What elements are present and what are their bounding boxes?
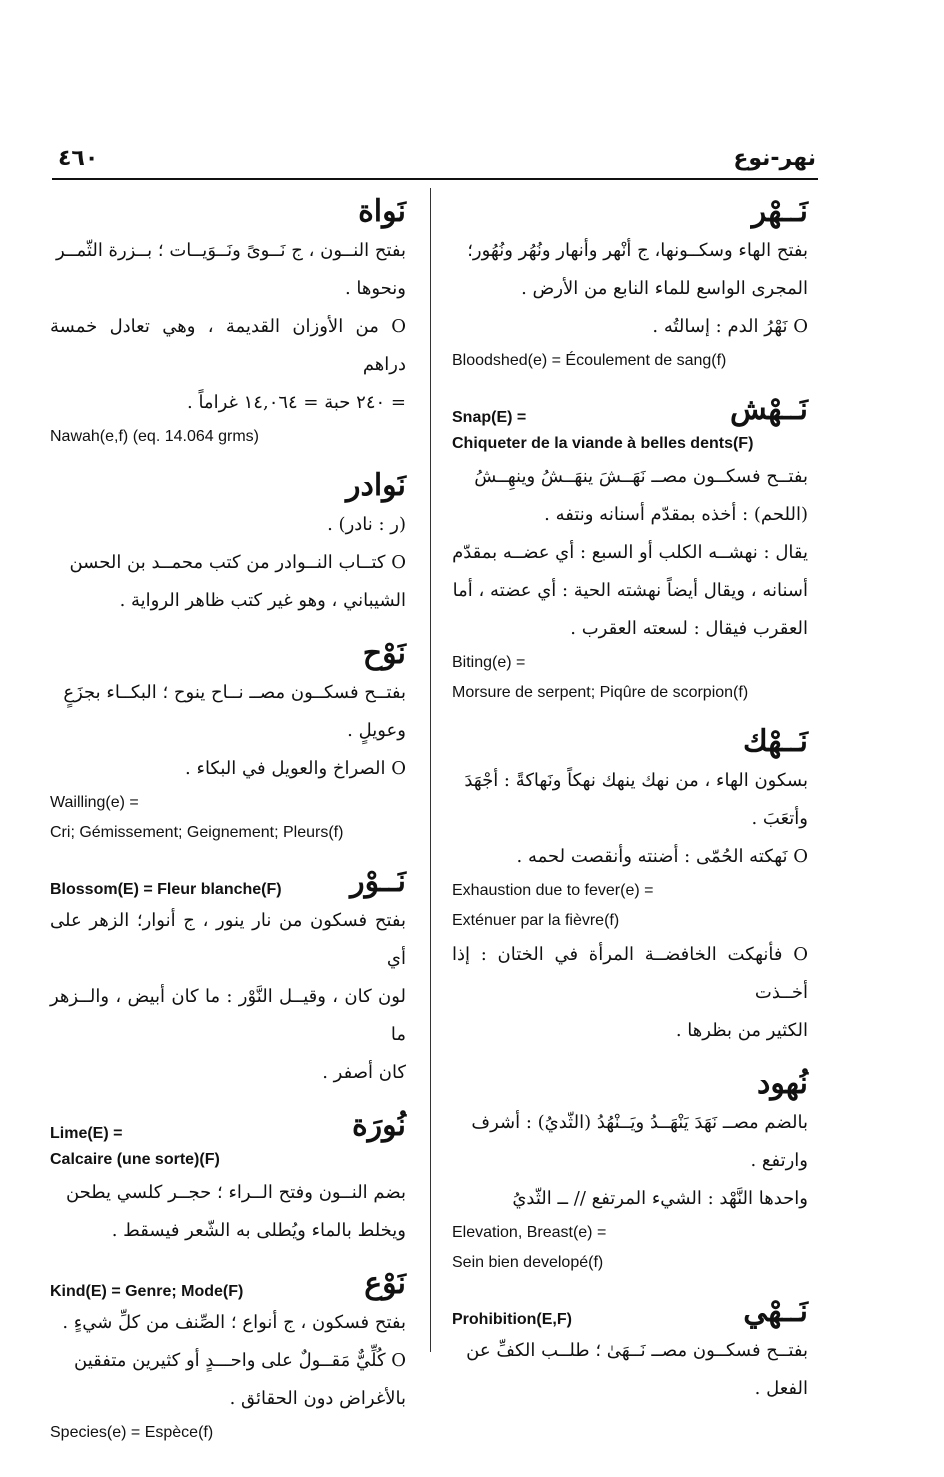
arabic-headword: نُهود [756, 1066, 808, 1101]
column-divider [430, 188, 431, 1352]
arabic-definition-line: الكثير من بظرها . [675, 1020, 808, 1041]
arabic-definition-line: O نَهْرُ الدم : إسالتُه . [652, 316, 808, 337]
arabic-definition-line: (ر : نادر) . [327, 514, 406, 535]
right-column [452, 192, 808, 1422]
arabic-definition-line: وأتعَبَ . [751, 808, 808, 829]
arabic-definition-line: (اللحم) : أخذه بمقدّم أسنانه ونتفه . [544, 504, 808, 525]
english-headword-line: Calcaire (une sorte)(F) [50, 1151, 220, 1168]
running-head: نهر-نوع [733, 146, 816, 171]
dictionary-entry [50, 1106, 406, 1250]
english-translation: Exhaustion due to fever(e) = [452, 882, 654, 899]
arabic-definition-line: بسكون الهاء ، من نهك ينهك نهكاً ونَهاكةً : أجْهَدَ [464, 770, 808, 791]
arabic-definition-line: O من الأوزان القديمة ، وهي تعادل خمسة دراهم [50, 316, 406, 375]
arabic-definition-line: بفتح فسكون من نار ينور ، ج أنوار؛ الزهر على أي [50, 910, 406, 969]
arabic-definition-line: يقال : نهشــه الكلب أو السبع : أي عضــه بمقدّم [452, 542, 808, 563]
english-headword: Kind(E) = Genre; Mode(F) [50, 1283, 244, 1300]
entry-heading-row [452, 1292, 808, 1332]
dictionary-entry [50, 634, 406, 848]
entry-heading-row [452, 722, 808, 762]
dictionary-entry [50, 192, 406, 452]
english-headword: Prohibition(E,F) [452, 1311, 572, 1328]
english-headword-line: Chiqueter de la viande à belles dents(F) [452, 435, 754, 452]
arabic-headword: نُورَة [351, 1108, 406, 1143]
arabic-definition-line: ويخلط بالماء ويُطلى به الشّعر فيسقط . [111, 1220, 406, 1241]
arabic-headword: نَــهْي [743, 1294, 808, 1329]
arabic-definition-line: بفتــح فسكــون مصــ نــاح ينوح ؛ البكــاء بجزَعٍ [63, 682, 406, 703]
dictionary-entry [452, 192, 808, 376]
arabic-definition-line: بالضم مصــ نَهَدَ يَنْهَــدُ ويَــنْهُدُ (الثّديُ) : أشرف [471, 1112, 808, 1133]
arabic-definition-line: بالأغراض دون الحقائق . [229, 1388, 406, 1409]
arabic-definition-line: بفتح النــون ، ج نَــوىً ونَــوَيــات ؛ بــزرة الثّمــر [56, 240, 406, 261]
arabic-definition-line: بفتــح فسكــون مصــ نَــهَىٰ ؛ طلــب الكفِّ عن [466, 1340, 808, 1361]
entry-heading-row [50, 634, 406, 674]
english-headword: Blossom(E) = Fleur blanche(F) [50, 881, 282, 898]
arabic-headword: نَــهْر [751, 194, 808, 229]
entry-heading-row [50, 466, 406, 506]
english-translation: Nawah(e,f) (eq. 14.064 grms) [50, 428, 259, 445]
arabic-definition-line: لون كان ، وقيــل النَّوْر : ما كان أبيض ، والــزهر ما [50, 986, 406, 1045]
arabic-definition-line: O كُلِّيٌّ مَقــولٌ على واحـــدٍ أو كثيرين متفقين [74, 1350, 406, 1371]
arabic-definition-line: المجرى الواسع للماء النابع من الأرض . [521, 278, 808, 299]
dictionary-entry [452, 1064, 808, 1278]
entry-heading-row [452, 192, 808, 232]
arabic-definition-line: O كتــاب النــوادر من كتب محمــد بن الحسن [69, 552, 406, 573]
arabic-definition-line: العقرب فيقال : لسعته العقرب . [570, 618, 808, 639]
arabic-definition-line: بضم النــون وفتح الــراء ؛ حجــر كلسي يطحن [65, 1182, 406, 1203]
entry-heading-row [50, 1106, 406, 1146]
english-translation: Elevation, Breast(e) = [452, 1224, 607, 1241]
entry-heading-row [452, 1064, 808, 1104]
arabic-headword: نَــهْك [742, 724, 808, 759]
english-headword: Lime(E) = [50, 1125, 123, 1142]
arabic-definition-line: كان أصفر . [322, 1062, 406, 1083]
arabic-definition-line: ونحوها . [344, 278, 406, 299]
arabic-headword: نَوادر [345, 468, 406, 503]
entry-heading-row [50, 862, 406, 902]
entry-heading-row [50, 1264, 406, 1304]
english-translation: Bloodshed(e) = Écoulement de sang(f) [452, 352, 727, 369]
english-translation: Wailling(e) = [50, 794, 139, 811]
arabic-definition-line: وارتفع . [750, 1150, 808, 1171]
english-translation: Exténuer par la fièvre(f) [452, 912, 620, 929]
page-number: ٤٦٠ [58, 146, 99, 171]
arabic-definition-line: واحدها النَّهْد : الشيء المرتفع // ــ الثّديُ [512, 1188, 808, 1209]
left-column [50, 192, 406, 1462]
entry-heading-row [452, 390, 808, 430]
dictionary-entry [452, 390, 808, 708]
arabic-definition-line: الشيباني ، وهو غير كتب ظاهر الرواية . [119, 590, 406, 611]
dictionary-entry [452, 722, 808, 1050]
arabic-definition-line: O الصراخ والعويل في البكاء . [185, 758, 406, 779]
english-translation: Biting(e) = [452, 654, 526, 671]
page-header [52, 140, 818, 176]
arabic-headword: نَوْع [364, 1266, 406, 1301]
dictionary-entry [50, 862, 406, 1092]
dictionary-entry [50, 1264, 406, 1448]
english-translation: Sein bien developé(f) [452, 1254, 604, 1271]
arabic-definition-line: O فأنهكت الخافضــة المرأة في الختان : إذا أخــذت [452, 944, 808, 1003]
arabic-headword: نَــوْر [350, 864, 406, 899]
arabic-definition-line: بفتح الهاء وسكــونها، ج أنْهر وأنهار ونُهُر ونُهُور؛ [467, 240, 808, 261]
arabic-definition-line: = ٢٤٠ حبة = ١٤,٠٦٤ غراماً . [187, 392, 406, 413]
dictionary-entry [452, 1292, 808, 1408]
arabic-headword: نَــهْش [729, 392, 808, 427]
english-translation: Morsure de serpent; Piqûre de scorpion(f) [452, 684, 749, 701]
arabic-definition-line: أسنانه ، ويقال أيضاً نهشته الحية : أي عضته ، أما [452, 580, 808, 601]
arabic-headword: نَوْح [362, 636, 406, 671]
arabic-definition-line: بفتح فسكون ، ج أنواع ؛ الصِّنف من كلِّ شيءٍ . [62, 1312, 406, 1333]
english-translation: Cri; Gémissement; Geignement; Pleurs(f) [50, 824, 344, 841]
entry-heading-row [50, 192, 406, 232]
arabic-definition-line: الفعل . [754, 1378, 808, 1399]
dictionary-entry [50, 466, 406, 620]
english-headword: Snap(E) = [452, 409, 527, 426]
header-rule [52, 178, 818, 180]
english-translation: Species(e) = Espèce(f) [50, 1424, 214, 1441]
arabic-definition-line: O نَهكته الحُمّى : أضنته وأنقصت لحمه . [516, 846, 808, 867]
arabic-headword: نَواة [358, 194, 406, 229]
arabic-definition-line: وعويلٍ . [347, 720, 406, 741]
arabic-definition-line: بفتــح فسكــون مصــ نَهَــشَ ينهَــشُ وينهِــشُ [474, 466, 808, 487]
